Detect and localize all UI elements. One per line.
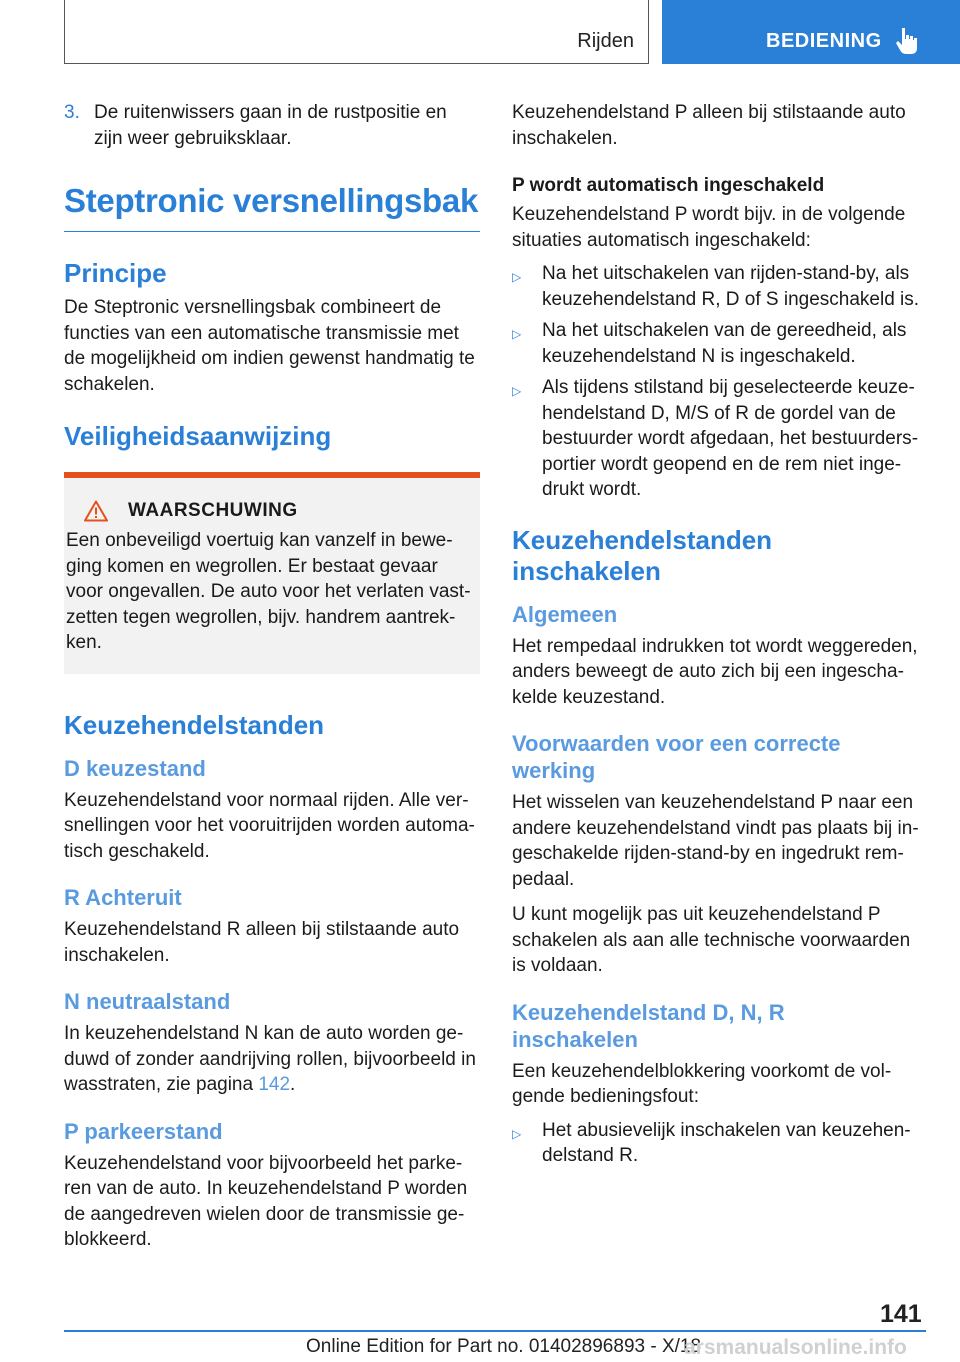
paragraph-n-text: In keuzehendelstand N kan de auto worden geduwd of zonder aandrijving rollen, bijvoorbeeld in wasstraten, zie pagina — [64, 1023, 476, 1095]
paragraph-p: Keuzehendelstand voor bijvoorbeeld het parkeren van de auto. In keuzehendelstand P worden de aangedreven wielen door de transmissie geblokkeerd. — [64, 1152, 468, 1250]
right-column — [512, 100, 926, 1175]
list-item-text: Als tijdens stilstand bij geselecteerde keuzehendelstand D, M/S of R de gordel van de bestuurder wordt afgedaan, het bestuurdersportier wordt geopend en de rem niet ingedrukt wordt. — [542, 377, 919, 500]
chapter-heading: Steptronic versnellingsbak — [64, 181, 480, 232]
warning-title: WAARSCHUWING — [128, 500, 298, 521]
paragraph-n — [64, 1021, 480, 1098]
page-number: 141 — [880, 1300, 922, 1328]
paragraph-n-end: . — [290, 1074, 296, 1095]
warning-triangle-icon — [84, 500, 108, 522]
footer-divider — [64, 1330, 926, 1332]
bullet-list-dnr — [512, 1118, 926, 1169]
bullet-list-automatisch — [512, 261, 926, 503]
warning-box — [64, 472, 480, 674]
heading-n-neutraalstand: N neutraalstand — [64, 989, 231, 1014]
paragraph-principe: De Steptronic versnellingsbak combineert de functies van een automatische transmissie met de mogelijkheid om indien gewenst handmatig te schakelen. — [64, 297, 475, 395]
heading-p-automatisch: P wordt automatisch ingeschakeld — [512, 175, 825, 196]
warning-text: Een onbeveiligd voertuig kan vanzelf in beweging komen en wegrollen. Er bestaat gevaar voor ongevallen. De auto voor het verlaten vastzetten tegen wegrollen, bijv. handrem aantrekken. — [66, 530, 471, 653]
list-item-text: De ruitenwissers gaan in de rustpositie en zijn weer gebruiksklaar. — [94, 102, 447, 149]
header-chapter-title: BEDIENING — [766, 30, 882, 52]
paragraph-p-automatisch: Keuzehendelstand P wordt bijv. in de volgende situaties automatisch ingeschakeld: — [512, 204, 906, 251]
page-link-142[interactable]: 142 — [258, 1074, 291, 1095]
paragraph-p-alleen: Keuzehendelstand P alleen bij stilstaande auto inschakelen. — [512, 102, 906, 149]
triangle-bullet-icon: ▷ — [512, 327, 522, 341]
list-item-3 — [64, 100, 480, 151]
heading-r-achteruit: R Achteruit — [64, 885, 182, 910]
heading-veiligheid: Veiligheidsaanwijzing — [64, 421, 332, 451]
triangle-bullet-icon: ▷ — [512, 384, 522, 398]
list-item-text: Na het uitschakelen van de gereedheid, als keuzehendelstand N is ingeschakeld. — [542, 320, 907, 367]
heading-dnr-inschakelen: Keuzehendelstand D, N, R inschakelen — [512, 999, 785, 1052]
header-section-box — [64, 0, 649, 64]
list-item — [512, 261, 926, 312]
pointing-hand-icon — [894, 26, 920, 56]
heading-d-keuzestand: D keuzestand — [64, 755, 206, 781]
heading-keuzehendelstanden: Keuzehendelstanden — [64, 709, 325, 740]
paragraph-algemeen: Het rempedaal indrukken tot wordt weggereden, anders beweegt de auto zich bij een ingeschakelde keuzestand. — [512, 635, 918, 708]
warning-header — [66, 500, 478, 522]
list-item — [512, 318, 926, 369]
list-item-text: Het abusievelijk inschakelen van keuzehendelstand R. — [542, 1119, 911, 1166]
triangle-bullet-icon: ▷ — [512, 270, 522, 284]
heading-algemeen: Algemeen — [512, 601, 618, 627]
paragraph-dnr: Een keuzehendelblokkering voorkomt de volgende bedieningsfout: — [512, 1060, 892, 1107]
heading-inschakelen: Keuzehendelstanden inschakelen — [512, 524, 773, 586]
heading-principe: Principe — [64, 258, 167, 288]
header-section-title: Rijden — [577, 30, 634, 52]
paragraph-voorwaarden-2: U kunt mogelijk pas uit keuzehendelstand P schakelen als aan alle technische voorwaarden is voldaan. — [512, 904, 911, 976]
triangle-bullet-icon: ▷ — [512, 1126, 522, 1141]
paragraph-d: Keuzehendelstand voor normaal rijden. Alle versnellingen voor het vooruitrijden worden automatisch geschakeld. — [64, 789, 475, 862]
watermark: arsmanualsonline.info — [684, 1336, 907, 1359]
paragraph-r: Keuzehendelstand R alleen bij stilstaande auto inschakelen. — [64, 919, 460, 966]
paragraph-voorwaarden-1: Het wisselen van keuzehendelstand P naar een andere keuzehendelstand vindt pas plaats bij ingeschakelde rijden-stand-by en ingedrukt rempedaal. — [512, 792, 919, 890]
heading-p-parkeerstand: P parkeerstand — [64, 1118, 223, 1144]
left-column — [64, 100, 480, 1263]
list-item-text: Na het uitschakelen van rijden-stand-by, als keuzehendelstand R, D of S ingeschakeld is. — [542, 263, 920, 310]
footer-edition: Online Edition for Part no. 01402896893 - X/18 — [306, 1336, 702, 1357]
list-item — [512, 375, 926, 503]
list-number: 3. — [64, 102, 80, 123]
header-chapter-tab — [662, 0, 960, 64]
heading-voorwaarden: Voorwaarden voor een correcte werking — [512, 731, 841, 783]
list-item — [512, 1118, 926, 1169]
